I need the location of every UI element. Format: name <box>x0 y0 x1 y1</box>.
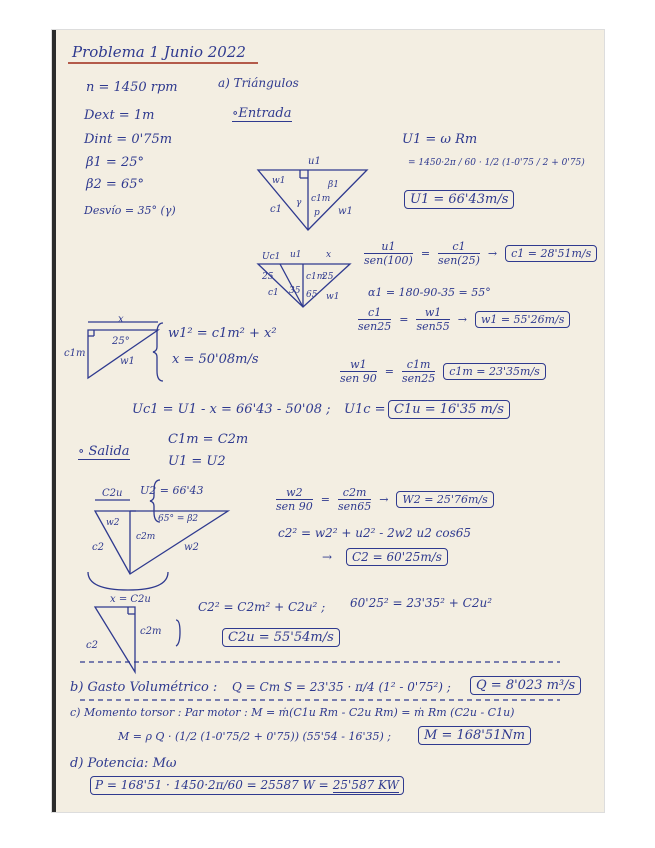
tri2-uc1: Uc1 <box>262 252 281 262</box>
d-box <box>90 776 404 795</box>
data-dint: Dint = 0'75m <box>84 132 173 147</box>
data-desvio: Desvío = 35° (γ) <box>84 204 176 217</box>
tri3-ang: 65° = β2 <box>158 514 199 524</box>
u1-result: U1 = 66'43m/s <box>404 190 514 209</box>
small-ang: 25° <box>112 336 130 347</box>
d-eq: P = 168'51 · 1450·2π/60 = 25587 W = <box>95 778 329 792</box>
d-result: 25'587 KW <box>332 778 399 792</box>
eq-cm: $\frac{w1}{\text{sen 90}}$ = $\frac{c1m}{\text{sen25}}$ c1m = 23'35m/s <box>340 358 546 385</box>
tri1-c1: c1 <box>270 204 282 215</box>
tri2-x: x <box>326 250 332 260</box>
u1-calc: = 1450·2π / 60 · 1/2 (1-0'75 / 2 + 0'75) <box>408 158 585 168</box>
eq-c1: $\frac{u1}{\text{sen(100)}}$ = $\frac{c1}{\text{sen(25)}}$ → c1 = 28'51m/s <box>364 240 597 267</box>
c1-result: c1 = 28'51m/s <box>505 245 597 262</box>
tri1-p: p <box>314 208 320 218</box>
data-b2: β2 = 65° <box>86 177 144 192</box>
eq-w2: $\frac{w2}{\text{sen 90}}$ = $\frac{c2m}{\text{sen65}}$ → W2 = 25'76m/s <box>276 486 494 513</box>
salida-label: ∘ Salida <box>78 444 130 459</box>
tri1-g: γ <box>296 198 302 208</box>
section-d: d) Potencia: Mω <box>70 756 177 771</box>
section-c: c) Momento torsor : Par motor : M = ṁ(C1u Rm - C2u Rm) = ṁ Rm (C2u - C1u) <box>70 706 515 719</box>
tri3-w2: w2 <box>106 518 120 528</box>
section-b: b) Gasto Volumétrico : <box>70 680 218 695</box>
salida-l2: U1 = U2 <box>168 454 226 469</box>
tri2-u1: u1 <box>290 250 302 260</box>
cm-result: c1m = 23'35m/s <box>443 363 546 380</box>
tri1-w1: w1 <box>272 176 286 186</box>
tri4-cm: c2m <box>140 626 162 637</box>
tri1-b1: β1 <box>328 180 339 190</box>
tri3-w2b: w2 <box>184 542 199 553</box>
entrada-label: ∘Entrada <box>232 106 292 121</box>
small-w1: w1 <box>120 356 135 367</box>
tri4-c2: c2 <box>86 640 98 651</box>
u1-formula: U1 = ω Rm <box>402 132 478 147</box>
tri2-a25: 25 <box>262 272 274 282</box>
tri2-a35: 35 <box>289 286 301 296</box>
tri3-c2: c2 <box>92 542 104 553</box>
w2-result: W2 = 25'76m/s <box>396 491 493 508</box>
tri2-w1: w1 <box>326 292 340 302</box>
u1c-line: U1c = <box>344 402 386 417</box>
alpha-line: α1 = 180-90-35 = 55° <box>368 286 491 299</box>
small-x: x <box>118 314 124 325</box>
w1-result: w1 = 55'26m/s <box>475 311 570 328</box>
tri2-cm: c1m <box>306 272 326 282</box>
c1u-result: C1u = 16'35 m/s <box>388 400 510 419</box>
page-title: Problema 1 Junio 2022 <box>72 43 246 61</box>
pyth-l1: w1² = c1m² + x² <box>168 326 277 341</box>
b-result: Q = 8'023 m³/s <box>470 676 581 695</box>
c2-eq: C2² = C2m² + C2u² ; <box>198 600 326 614</box>
pyth-l2: x = 50'08m/s <box>172 352 259 367</box>
c2u-result: C2u = 55'54m/s <box>222 628 340 647</box>
b-eq: Q = Cm S = 23'35 · π/4 (1² - 0'75²) ; <box>232 680 451 694</box>
data-dext: Dext = 1m <box>84 108 155 123</box>
tri3-cm: c2m <box>136 532 156 542</box>
tri1-w1b: w1 <box>338 206 353 217</box>
c2-result: C2 = 60'25m/s <box>346 548 448 566</box>
uc1-line: Uc1 = U1 - x = 66'43 - 50'08 ; <box>132 402 331 417</box>
data-n: n = 1450 rpm <box>86 80 178 95</box>
eq-w1: $\frac{c1}{\text{sen25}}$ = $\frac{w1}{\text{sen55}}$ → w1 = 55'26m/s <box>358 306 570 333</box>
section-a: a) Triángulos <box>218 76 299 90</box>
tri2-a25b: 25 <box>322 272 334 282</box>
tri2-c1: c1 <box>268 288 279 298</box>
tri1-cm: c1m <box>311 194 331 204</box>
salida-l1: C1m = C2m <box>168 432 249 447</box>
c-result: M = 168'51Nm <box>418 726 531 745</box>
tri3-u2: U2 = 66'43 <box>140 484 204 497</box>
data-b1: β1 = 25° <box>86 155 144 170</box>
c-eq: M = ρ Q · (1/2 (1-0'75/2 + 0'75)) (55'54 - 16'35) ; <box>118 730 392 743</box>
tri2-a65: 65 <box>306 290 318 300</box>
c2-arrow: → <box>322 550 333 564</box>
tri4-x: x = C2u <box>110 594 151 605</box>
tri1-u1: u1 <box>308 156 321 167</box>
tri3-c2u: C2u <box>102 488 123 499</box>
small-cm: c1m <box>64 348 86 359</box>
cos-law: c2² = w2² + u2² - 2w2 u2 cos65 <box>278 526 472 540</box>
c2-num: 60'25² = 23'35² + C2u² <box>350 596 493 610</box>
